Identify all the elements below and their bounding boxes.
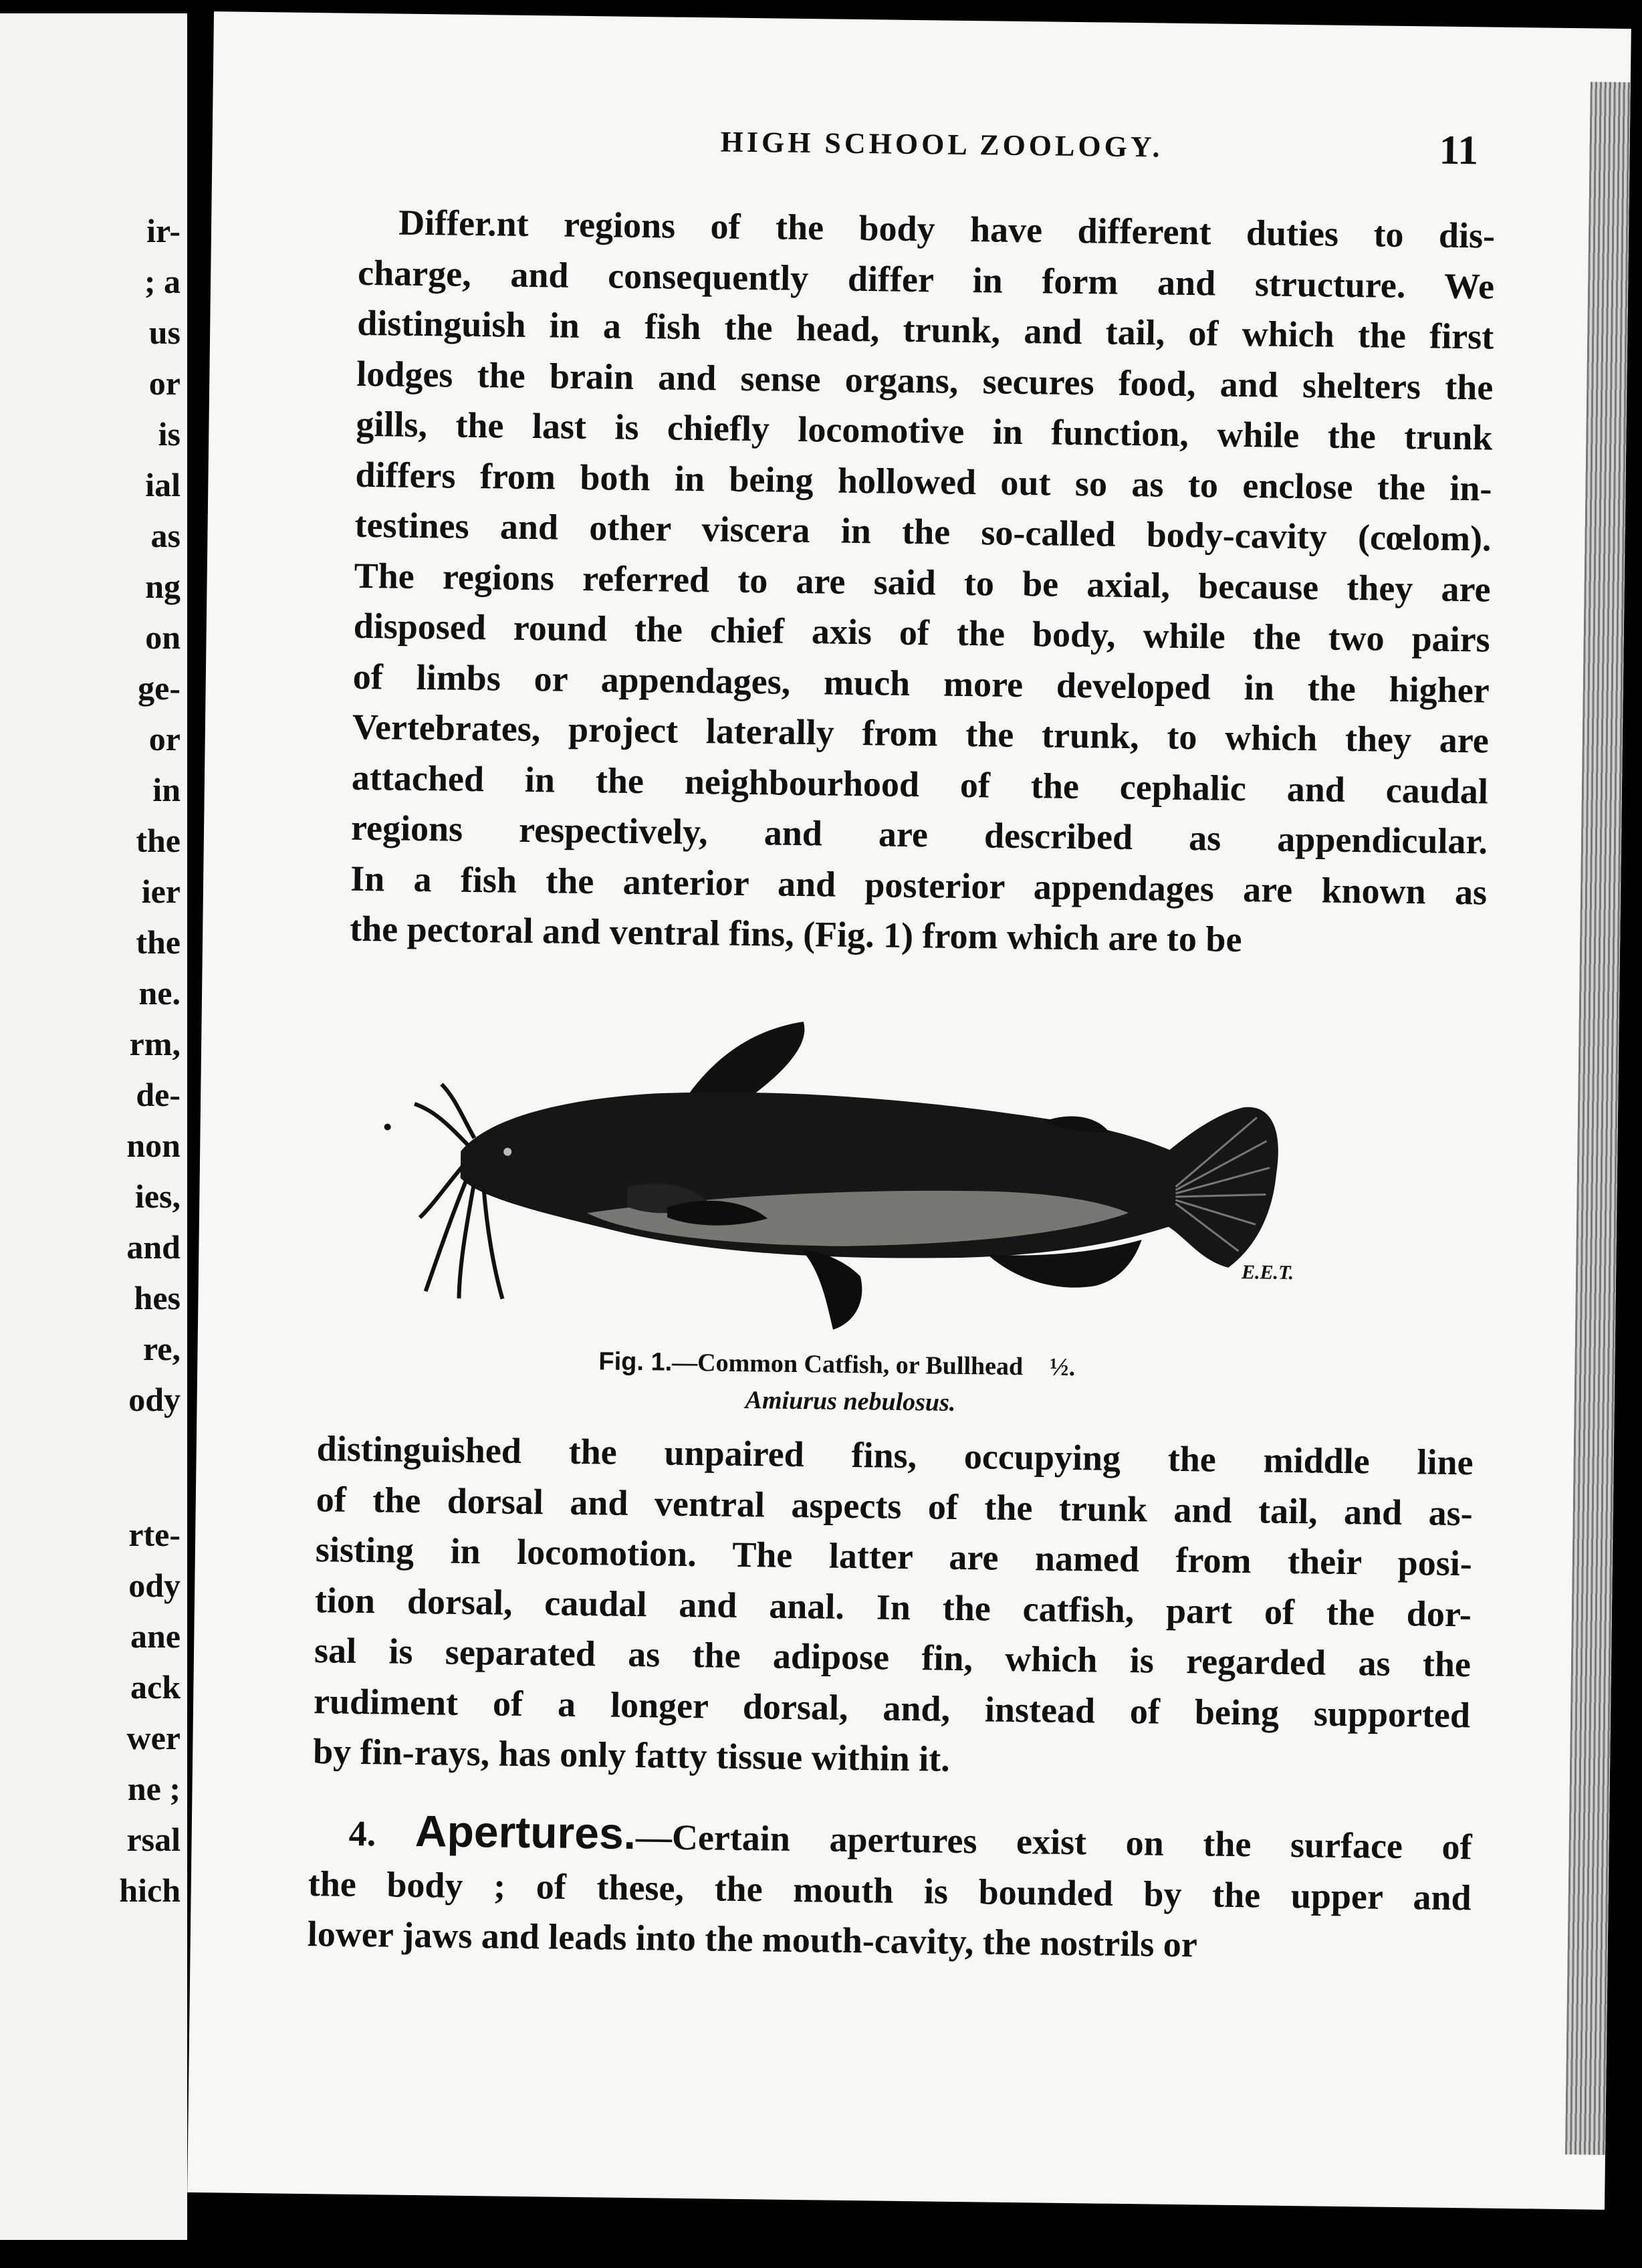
text-line: charge, and consequently differ in form and structure. We (357, 252, 1495, 307)
left-page-fragment: ng (145, 568, 181, 605)
text-line: Differ.nt regions of the body have different duties to dis- (398, 202, 1496, 256)
catfish-illustration (371, 983, 1352, 1369)
left-page-fragment: ody (128, 1381, 181, 1418)
running-head: HIGH SCHOOL ZOOLOGY. (720, 125, 1163, 164)
figure-caption-text: —Common Catfish, or Bullhead (671, 1348, 1024, 1381)
left-page-fragment: the (136, 923, 181, 961)
text-line: the pectoral and ventral fins, (Fig. 1) from which are to be (349, 908, 1242, 960)
text-line: tion dorsal, caudal and anal. In the catfish, part of the dor- (314, 1579, 1472, 1634)
text-line: of limbs or appendages, much more developed in the higher (352, 656, 1490, 711)
text-line: Vertebrates, project laterally from the trunk, to which they are (352, 706, 1490, 761)
left-page-fragment: ge- (138, 669, 181, 707)
paragraph-unpaired-fins (313, 1424, 1474, 1791)
text-line: differs from both in being hollowed out so as to enclose the in- (355, 454, 1492, 509)
left-page-fragment: and (126, 1228, 181, 1266)
left-page-fragment: ack (130, 1668, 181, 1706)
text-line: lodges the brain and sense organs, secures food, and shelters the (356, 353, 1494, 408)
left-facing-page (0, 13, 187, 2240)
text-line: sisting in locomotion. The latter are named from their posi- (315, 1529, 1473, 1584)
left-page-fragment: wer (126, 1719, 181, 1756)
left-page-fragment: or (148, 364, 181, 402)
left-page-fragment: rm, (129, 1025, 181, 1062)
text-line: of the dorsal and ventral aspects of the trunk and tail, and as- (316, 1478, 1474, 1533)
text-line: disposed round the chief axis of the body, while the two pairs (353, 605, 1491, 660)
text-line: The regions referred to are said to be axial, because they are (354, 555, 1491, 610)
left-page-fragment: on (145, 618, 181, 656)
left-page-fragment: rsal (126, 1821, 181, 1858)
left-page-fragment: in (152, 771, 181, 808)
left-page-fragment: or (148, 720, 181, 758)
left-page-fragment: ; a (144, 263, 181, 300)
section-number: 4. (348, 1813, 416, 1855)
section-title: Apertures. (415, 1806, 636, 1859)
left-page-fragment: ne ; (127, 1770, 181, 1807)
figure-caption (598, 1347, 1075, 1382)
figure-label: Fig. 1. (598, 1347, 673, 1377)
text-line: testines and other viscera in the so-called body-cavity (cœlom). (354, 504, 1492, 559)
text-line: attached in the neighbourhood of the cephalic and caudal (351, 757, 1489, 812)
artist-mark: E.E.T. (1241, 1261, 1294, 1284)
scientific-name: Amiurus nebulosus. (745, 1386, 956, 1417)
left-page-fragment: the (136, 822, 181, 859)
left-page-fragment: ir- (146, 212, 181, 249)
left-page-fragment: de- (136, 1076, 181, 1113)
figure-scale: ½. (1049, 1353, 1076, 1382)
left-page-fragment: ier (141, 873, 181, 910)
text-line: regions respectively, and are described as appendicular. (350, 807, 1488, 862)
text-line: by fin-rays, has only fatty tissue within it. (312, 1731, 951, 1779)
left-page-fragment: ne. (138, 974, 181, 1012)
book-page (187, 11, 1631, 2210)
text-line: lower jaws and leads into the mouth-cavity, the nostrils or (307, 1914, 1198, 1965)
left-page-fragment: hes (134, 1279, 181, 1317)
left-page-fragment: us (148, 314, 181, 351)
left-page-fragment: re, (143, 1330, 181, 1367)
text-line: gills, the last is chiefly locomotive in function, while the trunk (356, 403, 1493, 458)
catfish-figure (371, 983, 1352, 1369)
left-page-fragment: ial (145, 466, 181, 503)
paragraph-body-regions (350, 197, 1496, 968)
left-page-fragment: is (158, 415, 181, 453)
left-page-fragment: rte- (128, 1516, 181, 1553)
left-page-fragment: hich (119, 1872, 181, 1909)
left-page-fragment: non (126, 1127, 181, 1164)
left-page-fragment: ane (130, 1617, 181, 1655)
text-line: sal is separated as the adipose fin, which is regarded as the (314, 1630, 1472, 1685)
left-page-fragment: ody (128, 1567, 181, 1604)
text-line: the body ; of these, the mouth is bounded by the upper and (308, 1863, 1472, 1918)
section-text: —Certain apertures exist on the surface of (635, 1817, 1472, 1867)
text-line: distinguished the unpaired fins, occupying the middle line (316, 1428, 1474, 1483)
text-line: distinguish in a fish the head, trunk, and tail, of which the first (356, 302, 1494, 357)
page-number: 11 (1439, 127, 1479, 174)
text-line: rudiment of a longer dorsal, and, instead of being supported (313, 1680, 1471, 1735)
page-edge (1565, 82, 1631, 2155)
text-line: In a fish the anterior and posterior appendages are known as (350, 858, 1488, 913)
left-page-fragment: as (150, 517, 181, 554)
section-apertures (307, 1805, 1472, 1974)
left-page-fragment: ies, (134, 1177, 181, 1215)
